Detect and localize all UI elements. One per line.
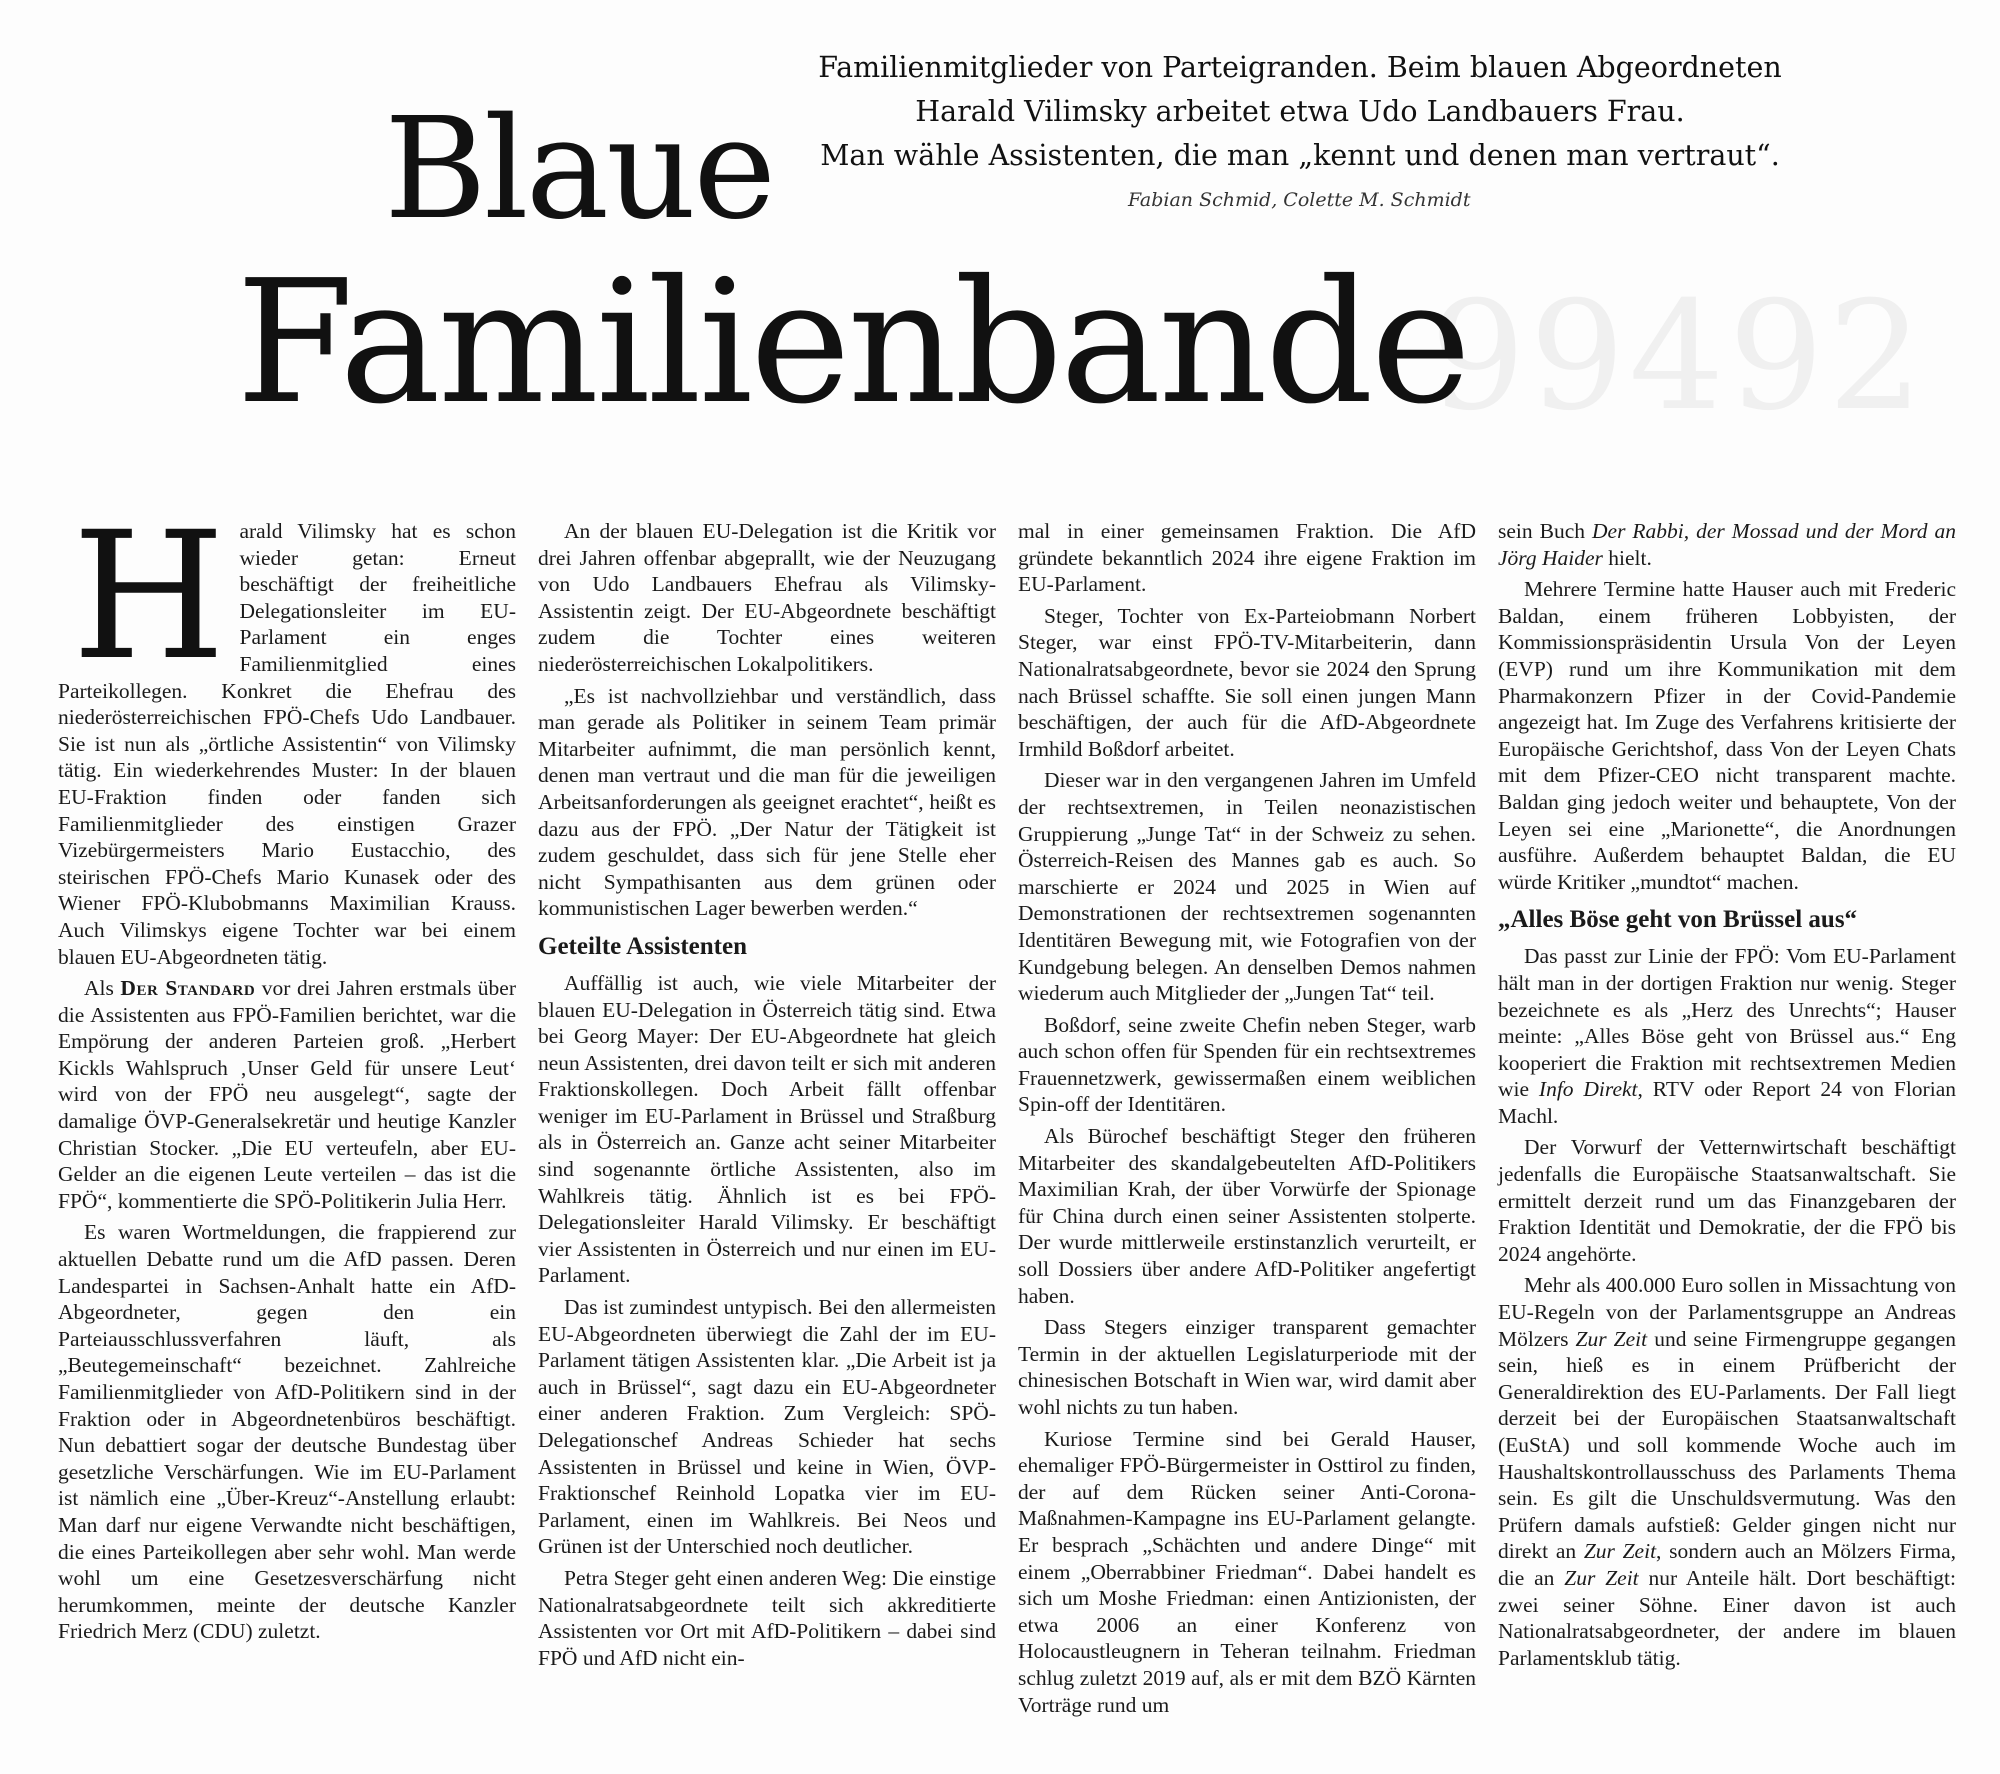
paragraph-text: vor drei Jahren erstmals über die Assistenten aus FPÖ-Familien berichtet, war die Empörung der anderen Parteien groß. „Herbert Kickls Wahlspruch ‚Unser Geld für unsere Leut‘ wird von der FPÖ neu ausgelegt“, sagte der damalige ÖVP-Generalsekretär und heutige Kanzler Christian Stocker. „Die EU verteufeln, aber EU-Gelder an die eigenen Leute verteilen – das ist die FPÖ“, kommentierte die SPÖ-Politikerin Julia Herr. [58, 976, 516, 1213]
paragraph: Auffällig ist auch, wie viele Mitarbeiter der blauen EU-Delegation in Österreich tätig sind. Etwa bei Georg Mayer: Der EU-Abgeordnete hat gleich neun Assistenten, drei davon teilt er sich mit anderen Fraktionskollegen. Doch Arbeit fällt offenbar weniger im EU-Parlament in Brüssel und Straßburg als in Österreich an. Ganze acht seiner Mitarbeiter sind sogenannte örtliche Assistenten, also im Wahlkreis tätig. Ähnlich ist es bei FPÖ-Delegationsleiter Harald Vilimsky. Er beschäftigt vier Assistenten in Österreich und nur einen im EU-Parlament. [538, 970, 996, 1288]
paragraph: Als Bürochef beschäftigt Steger den früheren Mitarbeiter des skandalgebeutelten AfD-Politikers Maximilian Krah, der über Vorwürfe der Spionage für China durch einen seiner Assistenten stolperte. Der wurde mittlerweile erstinstanzlich verurteilt, er soll Dossiers über andere AfD-Politiker angefertigt haben. [1018, 1124, 1476, 1308]
paragraph: mal in einer gemeinsamen Fraktion. Die AfD gründete bekanntlich 2024 ihre eigene Fraktion im EU-Parlament. [1018, 519, 1476, 597]
paragraph [1498, 518, 1956, 571]
watermark: 99492 [1430, 270, 1928, 444]
byline: Fabian Schmid, Colette M. Schmidt [1128, 189, 1471, 211]
paragraph-text: hielt. [1602, 545, 1652, 570]
media-name: Zur Zeit [1564, 1565, 1639, 1590]
headline-line-2: Familienbande [236, 244, 1469, 442]
paragraph-text: arald Vilimsky hat es schon wieder getan: Erneut beschäftigt der freiheitliche Delegationsleiter im EU-Parlament ein enges Familienmitglied eines Parteikollegen. Konkret die Ehefrau des niederösterreichischen FPÖ-Chefs Udo Landbauer. Sie ist nun als „örtliche Assistentin“ von Vilimsky tätig. Ein wiederkehrendes Muster: In der blauen EU-Fraktion finden oder fanden sich Familienmitglieder des einstigen Grazer Vizebürgermeisters Mario Eustacchio, des steirischen FPÖ-Chefs Mario Kunasek oder des Wiener FPÖ-Klubobmanns Maximilian Krauss. Auch Vilimskys eigene Tochter war bei einem blauen EU-Abgeordneten tätig. [58, 519, 516, 969]
media-name: Zur Zeit [1575, 1326, 1648, 1351]
paragraph [58, 494, 516, 970]
paragraph: Das ist zumindest untypisch. Bei den allermeisten EU-Abgeordneten überwiegt die Zahl der im EU-Parlament tätigen Assistenten klar. „Die Arbeit ist ja auch in Brüssel“, sagt dazu ein EU-Abgeordneter einer anderen Fraktion. Zum Vergleich: SPÖ-Delegationschef Andreas Schieder hat sechs Assistenten in Brüssel und keine in Wien, ÖVP-Fraktionschef Reinhold Lopatka vier im EU-Parlament, einen im Wahlkreis. Bei Neos und Grünen ist der Unterschied noch deutlicher. [538, 1295, 996, 1559]
paragraph: An der blauen EU-Delegation ist die Kritik vor drei Jahren offenbar abgeprallt, wie der Neuzugang von Udo Landbauers Ehefrau als Vilimsky-Assistentin zeigt. Der EU-Abgeordnete beschäftigt zudem die Tochter eines weiteren niederösterreichischen Lokalpolitikers. [538, 519, 996, 676]
paragraph [1498, 1272, 1956, 1671]
article-column-4 [1498, 518, 1956, 1671]
paragraph: Der Vorwurf der Vetternwirtschaft beschäftigt jedenfalls die Europäische Staatsanwaltschaft. Sie ermittelt derzeit rund um das Finanzgebaren der Fraktion Identität und Demokratie, der die FPÖ bis 2024 angehörte. [1498, 1135, 1956, 1266]
paragraph [58, 975, 516, 1214]
deck-line: Familienmitglieder von Parteigranden. Beim blauen Abgeordneten [818, 51, 1782, 84]
subheading: Geteilte Assistenten [538, 932, 747, 960]
drop-cap: H [72, 494, 226, 699]
publication-name: Der Standard [120, 976, 256, 1001]
book-title: Der Rabbi, der Mossad und der Mord an Jörg Haider [1498, 519, 1956, 570]
paragraph: Dieser war in den vergangenen Jahren im Umfeld der rechtsextremen, in Teilen neonazistischen Gruppierung „Junge Tat“ in der Schweiz zu sehen. Österreich-Reisen des Mannes gab es auch. So marschierte er 2024 und 2025 in Wien auf Demonstrationen der rechtsextremen sogenannten Identitären Bewegung mit, wie Fotografien von der Kundgebung belegen. An denselben Demos nahmen wiederum auch Mitglieder der „Jungen Tat“ teil. [1018, 768, 1476, 1006]
paragraph-text: Das passt zur Linie der FPÖ: Vom EU-Parlament hält man in der dortigen Fraktion nur wenig. Steger bezeichnete es als „Herz des Unrechts“; Hauser meinte: „Alles Böse geht von Brüssel aus.“ Eng kooperiert die Fraktion mit rechtsextremen Medien wie [1498, 944, 1956, 1102]
deck-line: Man wähle Assistenten, die man „kennt und denen man vertraut“. [820, 139, 1780, 172]
paragraph: „Es ist nachvollziehbar und verständlich, dass man gerade als Politiker in seinem Team primär Mitarbeiter aufnimmt, die man persönlich kennt, denen man vertraut und die man für die jeweiligen Arbeitsanforderungen als geeignet erachtet“, heißt es dazu aus der FPÖ. „Der Natur der Tätigkeit ist zudem geschuldet, dass sich für jene Stelle eher nicht Sympathisanten aus dem grünen oder kommunistischen Lager bewerben werden.“ [538, 683, 996, 921]
article-column-3 [1018, 518, 1476, 1718]
article-column-2 [538, 518, 996, 1671]
paragraph: Petra Steger geht einen anderen Weg: Die einstige Nationalratsabgeordnete teilt sich akkreditierte Assistenten vor Ort mit AfD-Politikern – dabei sind FPÖ und AfD nicht ein- [538, 1565, 996, 1670]
paragraph [1498, 943, 1956, 1129]
article-column-1 [58, 494, 516, 1645]
media-name: Info Direkt [1538, 1077, 1638, 1102]
paragraph-text: Mehr als 400.000 Euro sollen in Missachtung von EU-Regeln von der Parlamentsgruppe an Andreas Mölzers [1498, 1273, 1956, 1351]
paragraph: Dass Stegers einziger transparent gemachter Termin in der aktuellen Legislaturperiode mit der chinesischen Botschaft in Wien war, wird damit aber wohl nichts zu tun haben. [1018, 1315, 1476, 1419]
paragraph-text: , RTV oder Report 24 von Florian Machl. [1498, 1077, 1956, 1128]
deck-line: Harald Vilimsky arbeitet etwa Udo Landbauers Frau. [915, 95, 1685, 128]
headline-line-1: Blaue [384, 88, 774, 251]
paragraph: Mehrere Termine hatte Hauser auch mit Frederic Baldan, einem früheren Lobbyisten, der Kommissionspräsidentin Ursula Von der Leyen (EVP) rund um ihre Kommunikation mit dem Pharmakonzern Pfizer in der Covid-Pandemie angezeigt hat. Im Zuge des Verfahrens kritisierte der Europäische Gerichtshof, dass Von der Leyen Chats mit dem Pfizer-CEO nicht transparent machte. Baldan ging jedoch weiter und behauptete, Von der Leyen sei eine „Marionette“, die Anordnungen ausführe. Außerdem behauptet Baldan, die EU würde Kritiker „mundtot“ machen. [1498, 577, 1956, 894]
paragraph: Steger, Tochter von Ex-Parteiobmann Norbert Steger, war einst FPÖ-TV-Mitarbeiterin, dann Nationalratsabgeordnete, bevor sie 2024 den Sprung nach Brüssel schaffte. Sie soll einen jungen Mann beschäftigen, der auch für die AfD-Abgeordnete Irmhild Boßdorf arbeitet. [1018, 603, 1476, 761]
paragraph-text: Als [84, 976, 121, 1001]
paragraph: Es waren Wortmeldungen, die frappierend zur aktuellen Debatte rund um die AfD passen. Deren Landespartei in Sachsen-Anhalt hatte ein AfD-Abgeordneter, gegen den ein Parteiausschlussverfahren läuft, als „Beutegemeinschaft“ bezeichnet. Zahlreiche Familienmitglieder von AfD-Politikern sind in der Fraktion oder in Abgeordnetenbüros beschäftigt. Nun debattiert sogar der deutsche Bundestag über gesetzliche Verschärfungen. Wie im EU-Parlament ist nämlich eine „Über-Kreuz“-Anstellung erlaubt: Man darf nur eigene Verwandte nicht beschäftigen, die eines Parteikollegen aber sehr wohl. Man werde wohl um eine Gesetzesverschärfung nicht herumkommen, meinte der deutsche Kanzler Friedrich Merz (CDU) zuletzt. [58, 1220, 516, 1644]
paragraph-text: sein Buch [1498, 519, 1592, 543]
media-name: Zur Zeit [1583, 1539, 1657, 1564]
deck [780, 46, 1820, 178]
paragraph: Kuriose Termine sind bei Gerald Hauser, ehemaliger FPÖ-Bürgermeister in Osttirol zu finden, der auf dem Rücken seiner Anti-Corona-Maßnahmen-Kampagne ins EU-Parlament gelangte. Er besprach „Schächten und andere Dinge“ mit einem „Oberrabbiner Friedman“. Dabei handelt es sich um Moshe Friedman: einen Antizionisten, der etwa 2006 an einer Konferenz von Holocaustleugnern in Teheran teilnahm. Friedman schlug zuletzt 2019 auf, als er mit dem BZÖ Kärnten Vorträge rund um [1018, 1426, 1476, 1717]
paragraph-text: und seine Firmengruppe gegangen sein, hieß es in einem Prüfbericht der Generaldirektion des EU-Parlaments. Der Fall liegt derzeit bei der Europäischen Staatsanwaltschaft (EuStA) und soll kommende Woche auch im Haushaltskontrollausschuss des Parlaments Thema sein. Es gilt die Unschuldsvermutung. Was den Prüfern damals aufstieß: Gelder gingen nicht nur direkt an [1498, 1326, 1956, 1564]
subheading: „Alles Böse geht von Brüssel aus“ [1498, 906, 1858, 934]
paragraph: Boßdorf, seine zweite Chefin neben Steger, warb auch schon offen für Spenden für ein rechtsextremes Frauennetzwerk, gewissermaßen einem weiblichen Spin-off der Identitären. [1018, 1012, 1476, 1117]
paragraph-text: nur Anteile hält. Dort beschäftigt: zwei seiner Söhne. Einer davon ist auch Nationalratsabgeordneter, der andere im blauen Parlamentsklub tätig. [1498, 1565, 1957, 1670]
paragraph-text: , sondern auch an Mölzers Firma, die an [1498, 1539, 1956, 1590]
